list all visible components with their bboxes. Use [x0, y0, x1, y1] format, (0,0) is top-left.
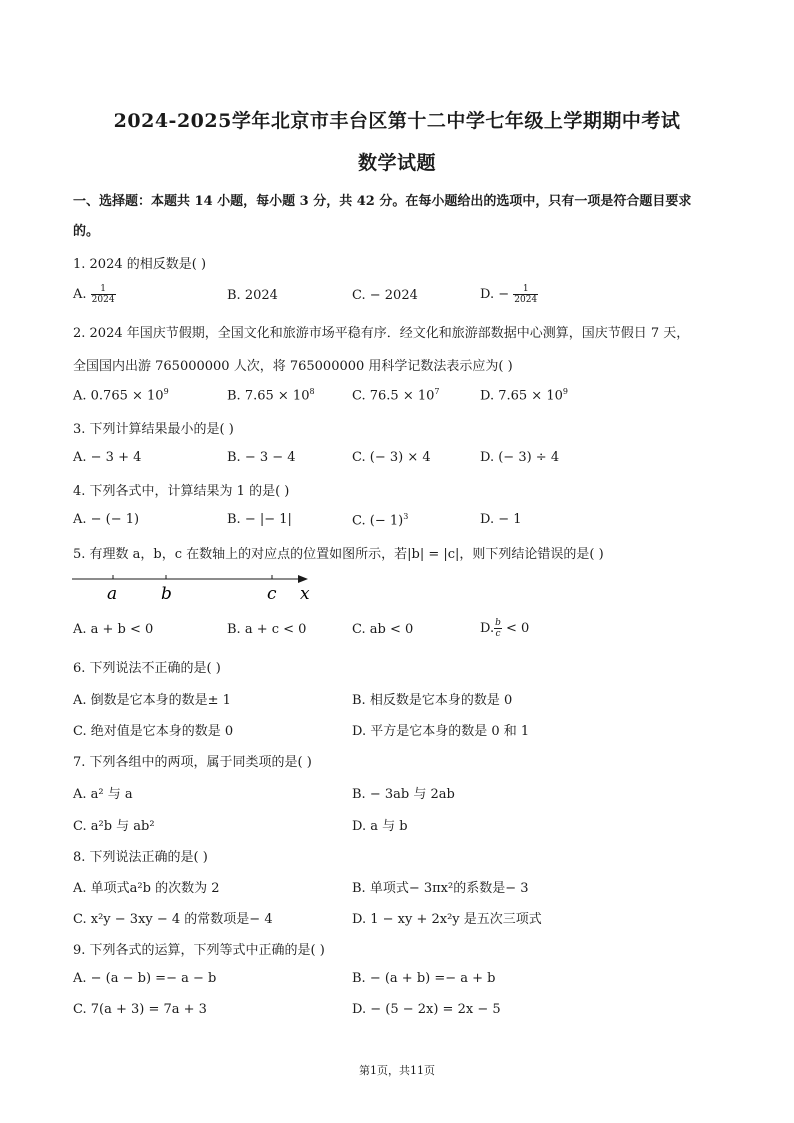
question-6-option-d: D. 平方是它本身的数是 0 和 1 [352, 724, 530, 739]
question-2-option-c: C. $76.5 \times 10^7$ [352, 387, 440, 404]
question-1-option-b: B. 2024 [227, 288, 278, 303]
question-6-option-c: C. 绝对值是它本身的数是 0 [73, 724, 234, 739]
question-2-stem-line1: 2. 2024 年国庆节假期，全国文化和旅游市场平稳有序．经文化和旅游部数据中心测算，国庆节假日 7 天， [73, 326, 690, 341]
exam-subtitle: 数学试题 [357, 152, 436, 174]
section-instructions-line2: 的。 [73, 224, 100, 239]
question-4-option-c: C. (− 1)$^3$ [352, 512, 409, 529]
label-a: a [107, 584, 118, 604]
question-9-stem: 9. 下列各式的运算，下列等式中正确的是( ) [73, 943, 325, 958]
question-9-option-b: B. − (a + b) =− a + b [352, 971, 496, 986]
question-5-option-c: C. ab < 0 [352, 622, 414, 637]
label-c: c [267, 584, 277, 604]
question-9-option-d: D. − (5 − 2x) = 2x − 5 [352, 1002, 501, 1017]
question-6-option-b: B. 相反数是它本身的数是 0 [352, 693, 513, 708]
question-6-stem: 6. 下列说法不正确的是( ) [73, 661, 221, 676]
question-4-stem: 4. 下列各式中，计算结果为 1 的是( ) [73, 484, 290, 499]
question-7-option-b: B. − 3ab 与 2ab [352, 787, 455, 802]
question-1-option-d: D. − $\frac{1}{2024}$ [480, 284, 538, 305]
question-5-option-b: B. a + c < 0 [227, 622, 307, 637]
question-3-option-a: A. − 3 + 4 [73, 450, 142, 465]
question-5-option-d: D. $\frac{b}{c}$ < 0 [480, 618, 530, 639]
question-7-option-d: D. a 与 b [352, 819, 408, 834]
question-3-stem: 3. 下列计算结果最小的是( ) [73, 422, 234, 437]
question-7-option-c: C. a²b 与 ab² [73, 819, 155, 834]
exam-title: 2024-2025学年北京市丰台区第十二中学七年级上学期期中考试 [113, 110, 681, 132]
question-8-option-a: A. 单项式a²b 的次数为 2 [73, 881, 220, 896]
question-9-option-a: A. − (a − b) =− a − b [73, 971, 217, 986]
question-2-stem-line2: 全国国内出游 765000000 人次，将 765000000 用科学记数法表示应为( ) [73, 359, 513, 374]
question-8-option-c: C. x²y − 3xy − 4 的常数项是− 4 [73, 912, 273, 927]
number-line-figure [70, 570, 320, 606]
question-4-option-b: B. − |− 1| [227, 512, 292, 527]
question-4-option-d: D. − 1 [480, 512, 522, 527]
question-8-option-b: B. 单项式− 3πx²的系数是− 3 [352, 881, 529, 896]
question-5-option-a: A. a + b < 0 [73, 622, 154, 637]
question-5-stem: 5. 有理数 a，b，c 在数轴上的对应点的位置如图所示，若|b| = |c|，则下列结论错误的是( ) [73, 547, 604, 562]
fraction: $\frac{b}{c}$ [495, 618, 501, 639]
question-8-stem: 8. 下列说法正确的是( ) [73, 850, 208, 865]
question-1-option-c: C. − 2024 [352, 288, 418, 303]
number-line-arrow-icon [298, 575, 308, 583]
question-2-option-d: D. $7.65 \times 10^9$ [480, 387, 568, 404]
question-7-option-a: A. a² 与 a [73, 787, 133, 802]
question-1-option-a: A. $\frac{1}{2024}$ [73, 284, 115, 305]
question-2-option-b: B. $7.65 \times 10^8$ [227, 387, 315, 404]
fraction: $\frac{1}{2024}$ [514, 284, 538, 305]
question-8-option-d: D. 1 − xy + 2x²y 是五次三项式 [352, 912, 542, 927]
question-3-option-d: D. (− 3) ÷ 4 [480, 450, 560, 465]
fraction: $\frac{1}{2024}$ [91, 284, 115, 305]
question-2-option-a: A. $0.765 \times 10^9$ [73, 387, 169, 404]
question-7-stem: 7. 下列各组中的两项，属于同类项的是( ) [73, 755, 312, 770]
question-6-option-a: A. 倒数是它本身的数是± 1 [73, 693, 231, 708]
question-4-option-a: A. − (− 1) [73, 512, 140, 527]
question-1-stem: 1. 2024 的相反数是( ) [73, 257, 207, 272]
question-9-option-c: C. 7(a + 3) = 7a + 3 [73, 1002, 207, 1017]
label-x: x [300, 584, 310, 604]
section-instructions-line1: 一、选择题：本题共 14 小题，每小题 3 分，共 42 分。在每小题给出的选项中，只有一项是符合题目要求 [73, 194, 692, 209]
label-b: b [161, 584, 172, 604]
question-3-option-c: C. (− 3) × 4 [352, 450, 431, 465]
page-footer: 第1页，共11页 [359, 1064, 435, 1077]
question-3-option-b: B. − 3 − 4 [227, 450, 296, 465]
